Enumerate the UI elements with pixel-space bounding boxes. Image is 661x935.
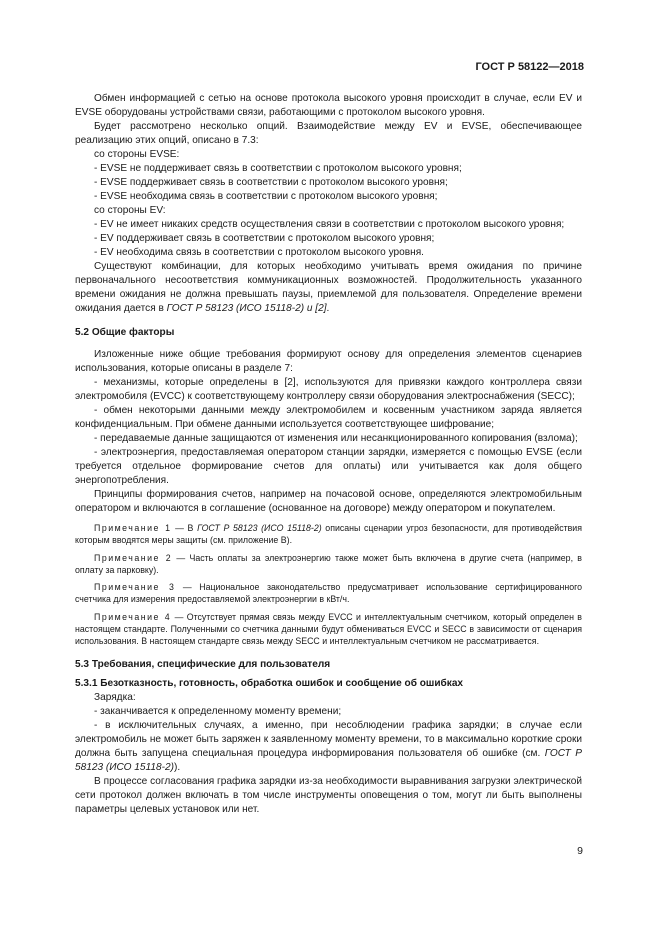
note-3 bbox=[75, 581, 582, 606]
paragraph-wait-time bbox=[75, 260, 582, 316]
list-item: - EVSE не поддерживает связь в соответствии с протоколом высокого уровня; bbox=[94, 163, 462, 174]
list-item: - EV поддерживает связь в соответствии с протоколом высокого уровня; bbox=[94, 233, 435, 244]
list-item: - EVSE поддерживает связь в соответствии с протоколом высокого уровня; bbox=[94, 177, 448, 188]
note-4 bbox=[75, 611, 582, 648]
section-heading-5-3-1: 5.3.1 Безотказность, готовность, обработка ошибок и сообщение об ошибках bbox=[75, 677, 464, 689]
note-label: Примечание 4 bbox=[94, 611, 172, 622]
paragraph-general-1: Изложенные ниже общие требования формируют основу для определения элементов сценариев использования, которые описаны в разделе 7: bbox=[75, 349, 582, 374]
list-item: - EVSE необходима связь в соответствии с протоколом высокого уровня; bbox=[94, 191, 438, 202]
note-2 bbox=[75, 552, 582, 577]
list-item: - EV не имеет никаких средств осуществления связи в соответствии с протоколом высокого уровня; bbox=[94, 219, 565, 230]
standard-reference: ГОСТ Р 58123 (ИСО 15118-2) bbox=[197, 523, 322, 533]
list-item: - механизмы, которые определены в [2], используются для привязки каждого контроллера связи электромобиля (EVCC) к соответствующему контроллеру связи оборудования электроснабжения (SECC); bbox=[75, 377, 582, 402]
paragraph-billing: Принципы формирования счетов, например на почасовой основе, определяются электромобильным оператором и включаются в соглашение (основанное на договоре) между оператором и покупателем. bbox=[75, 489, 582, 514]
page-body bbox=[75, 92, 582, 817]
standard-reference: ГОСТ Р 58123 (ИСО 15118-2) bbox=[75, 747, 582, 773]
standard-reference: ГОСТ Р 58123 (ИСО 15118-2) и [2] bbox=[166, 303, 327, 314]
charging-label: Зарядка: bbox=[94, 691, 136, 703]
list-item: - обмен некоторыми данными между электромобилем и косвенным участником заряда является конфиденциальным. При обмене данными используется соответствующее шифрование; bbox=[75, 405, 582, 430]
paragraph-wait-time-text: Существуют комбинации, для которых необходимо учитывать время ожидания по причине первоначального несоответствия коммуникационных возможностей. Продолжительность указанного времени ожидания не должна превышать паузы, приемлемой для пользователя. Определение времени ожидания дается в bbox=[75, 261, 582, 314]
note-label: Примечание 2 bbox=[94, 552, 173, 563]
section-heading-5-3: 5.3 Требования, специфические для пользователя bbox=[75, 658, 331, 670]
note-text: — Часть оплаты за электроэнергию также может быть включена в другие счета (например, в оплату за парковку). bbox=[75, 552, 582, 575]
note-1 bbox=[75, 522, 582, 547]
paragraph-intro-1: Обмен информацией с сетью на основе протокола высокого уровня происходит в случае, если EV и EVSE оборудованы устройствами связи, работающими с протоколом высокого уровня. bbox=[75, 93, 582, 118]
punctuation: . bbox=[326, 303, 330, 314]
note-text: — Национальное законодательство предусматривает использование сертифицированного счетчика для измерения предоставляемой электроэнергии в кВт/ч. bbox=[75, 582, 582, 605]
section-heading-5-2: 5.2 Общие факторы bbox=[75, 327, 175, 338]
document-header: ГОСТ Р 58122—2018 bbox=[475, 61, 584, 73]
page-number: 9 bbox=[577, 845, 583, 857]
evse-side-label: со стороны EVSE: bbox=[94, 149, 180, 160]
paragraph-schedule: В процессе согласования графика зарядки из-за необходимости выравнивания загрузки электрической сети протокол должен включать в том числе инструменты оповещения о том, могут ли быть выполнены параметры целевых установок или нет. bbox=[75, 775, 582, 815]
note-label: Примечание 1 bbox=[94, 523, 172, 533]
list-item: - передаваемые данные защищаются от изменения или несанкционированного копирования (взлома); bbox=[94, 433, 578, 444]
note-text: — В bbox=[171, 523, 198, 533]
list-item: - EV необходима связь в соответствии с протоколом высокого уровня. bbox=[94, 247, 424, 258]
list-item bbox=[75, 719, 582, 775]
list-item-text: - в исключительных случаях, а именно, при несоблюдении графика зарядки; в случае если электромобиль не может быть заряжен к заявленному моменту времени, то в максимально короткие сроки должна быть запущена специальная процедура информирования пользователя об ошибке (см. bbox=[75, 719, 582, 759]
note-label: Примечание 3 bbox=[94, 582, 176, 593]
list-item: - электроэнергия, предоставляемая оператором станции зарядки, измеряется с помощью EVSE (если требуется отдельное формирование счетов для оплаты) или учитывается как доля общего энергопотребления. bbox=[75, 447, 582, 486]
note-text: описаны сценарии угроз безопасности, для противодействия которым вводятся меры защиты (см. приложение В). bbox=[75, 523, 582, 546]
list-item: - заканчивается к определенному моменту времени; bbox=[94, 705, 342, 717]
note-text: — Отсутствует прямая связь между EVCC и интеллектуальным счетчиком, который определен в настоящем стандарте. Полученными со счетчика данными будут обмениваться EVCC и SECC в зависимости от сценария использования. В настоящем стандарте связь между SECC и интеллектуальным счетчиком не рассматривается. bbox=[75, 611, 582, 647]
paragraph-intro-2: Будет рассмотрено несколько опций. Взаимодействие между EV и EVSE, обеспечивающее реализацию этих опций, описано в 7.3: bbox=[75, 121, 582, 146]
punctuation: ). bbox=[173, 761, 181, 773]
ev-side-label: со стороны EV: bbox=[94, 205, 166, 216]
